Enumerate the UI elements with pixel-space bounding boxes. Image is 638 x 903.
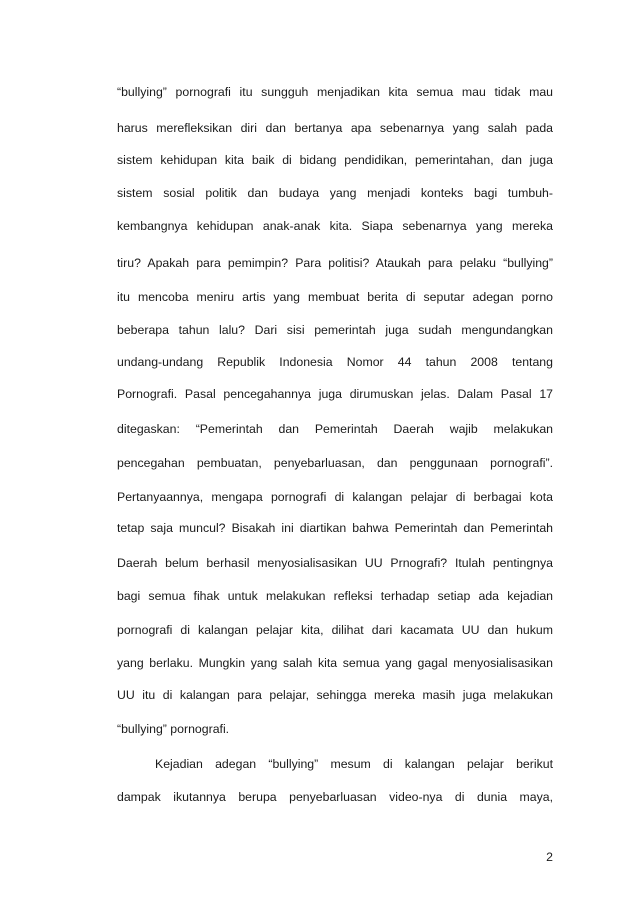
page-number: 2 xyxy=(546,850,553,864)
text-line: sistem kehidupan kita baik di bidang pendidikan, pemerintahan, dan juga xyxy=(117,153,553,167)
text-line: bagi semua fihak untuk melakukan refleksi terhadap setiap ada kejadian xyxy=(117,589,553,603)
text-line: pencegahan pembuatan, penyebarluasan, dan penggunaan pornografi”. xyxy=(117,456,553,470)
text-line: UU itu di kalangan para pelajar, sehingga mereka masih juga melakukan xyxy=(117,688,553,702)
text-line: “bullying” pornografi itu sungguh menjadikan kita semua mau tidak mau xyxy=(117,85,553,99)
text-line: Pertanyaannya, mengapa pornografi di kalangan pelajar di berbagai kota xyxy=(117,490,553,504)
text-line: tiru? Apakah para pemimpin? Para politisi? Ataukah para pelaku “bullying” xyxy=(117,256,553,270)
paragraph-first-line: Kejadian adegan “bullying” mesum di kalangan pelajar berikut xyxy=(155,757,553,771)
text-line: Pornografi. Pasal pencegahannya juga dirumuskan jelas. Dalam Pasal 17 xyxy=(117,387,553,401)
text-line: undang-undang Republik Indonesia Nomor 44 tahun 2008 tentang xyxy=(117,355,553,369)
text-line: yang berlaku. Mungkin yang salah kita semua yang gagal menyosialisasikan xyxy=(117,656,553,670)
text-line: harus merefleksikan diri dan bertanya apa sebenarnya yang salah pada xyxy=(117,121,553,135)
text-line: sistem sosial politik dan budaya yang menjadi konteks bagi tumbuh- xyxy=(117,186,553,200)
text-line: beberapa tahun lalu? Dari sisi pemerintah juga sudah mengundangkan xyxy=(117,323,553,337)
text-line: ditegaskan: “Pemerintah dan Pemerintah Daerah wajib melakukan xyxy=(117,422,553,436)
text-line: Daerah belum berhasil menyosialisasikan UU Prnografi? Itulah pentingnya xyxy=(117,556,553,570)
text-line: dampak ikutannya berupa penyebarluasan video-nya di dunia maya, xyxy=(117,790,553,804)
text-line: “bullying” pornografi. xyxy=(117,722,230,736)
text-line: kembangnya kehidupan anak-anak kita. Siapa sebenarnya yang mereka xyxy=(117,219,553,233)
text-line: pornografi di kalangan pelajar kita, dilihat dari kacamata UU dan hukum xyxy=(117,623,553,637)
text-line: itu mencoba meniru artis yang membuat berita di seputar adegan porno xyxy=(117,290,553,304)
text-line: tetap saja muncul? Bisakah ini diartikan bahwa Pemerintah dan Pemerintah xyxy=(117,521,553,535)
